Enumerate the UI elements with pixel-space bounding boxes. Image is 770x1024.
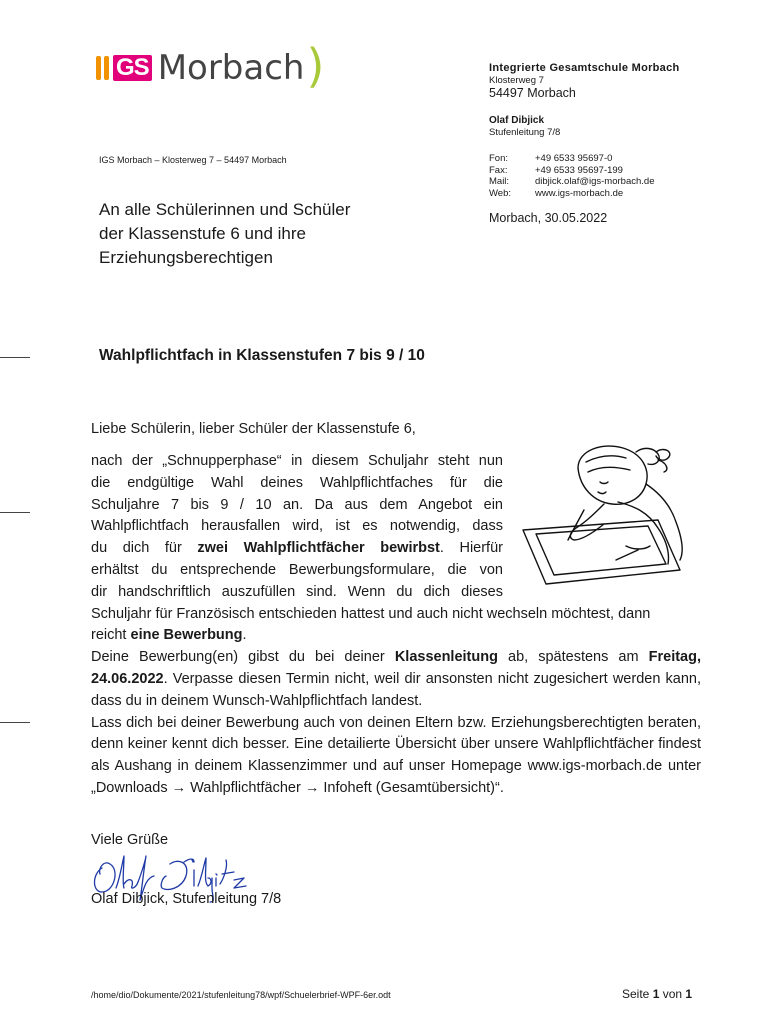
text-span: Deine Bewerbung(en) gibst du bei deiner xyxy=(91,649,395,666)
paragraph-deadline xyxy=(91,647,701,712)
contact-value: www.igs-morbach.de xyxy=(535,187,624,199)
footer-file-path: /home/dio/Dokumente/2021/stufenleitung78/wpf/Schuelerbrief-WPF-6er.odt xyxy=(91,990,391,1000)
logo-bar-orange-2 xyxy=(104,56,109,80)
recipient-line: An alle Schülerinnen und Schüler xyxy=(99,200,351,219)
text-span: du dich für xyxy=(91,540,198,557)
text-span: ab, spätestens am xyxy=(497,649,649,666)
logo-wordmark: Morbach xyxy=(157,48,305,88)
text-line: dir handschriftlich auszufüllen sind. Wenn du dich dieses xyxy=(91,583,503,600)
paragraph-advice: Lass dich bei deiner Bewerbung auch von deinen Eltern bzw. Erziehungsberechtigten beraten, denn keiner kennt dich besser. Eine detailierte Übersicht über unsere Wahlpflichtfächer findest als Aushang in deinem Klassenzimmer und auf unser Homepage www.igs-morbach.de unter „Downloads → Wahlpflichtfächer → Infoheft (Gesamtübersicht)“. xyxy=(91,714,701,796)
logo-box-text: GS xyxy=(116,54,149,81)
salutation: Liebe Schülerin, lieber Schüler der Klassenstufe 6, xyxy=(91,421,416,437)
contact-row-fon xyxy=(489,153,654,165)
letter-subject: Wahlpflichtfach in Klassenstufen 7 bis 9 / 10 xyxy=(99,347,425,364)
logo-bars xyxy=(96,56,109,80)
contact-table xyxy=(489,153,654,199)
emphasis-text: Klassenleitung xyxy=(394,649,498,666)
contact-row-web xyxy=(489,188,654,200)
text-span: Seite xyxy=(622,987,653,1001)
contact-name: Olaf Dibjick xyxy=(489,115,545,126)
school-name: Integrierte Gesamtschule Morbach xyxy=(489,62,680,74)
closing: Viele Grüße xyxy=(91,832,169,848)
emphasis-text: zwei Wahlpflichtfächer bewirbst xyxy=(197,540,440,557)
sender-line: IGS Morbach – Klosterweg 7 – 54497 Morbach xyxy=(99,155,287,165)
text-line: die endgültige Wahl deines Wahlpflichtfaches für die xyxy=(91,474,503,491)
text-span: . Hierfür xyxy=(439,540,503,557)
page-current: 1 xyxy=(652,987,660,1001)
school-logo xyxy=(96,39,325,93)
logo-paren: ) xyxy=(306,39,325,93)
footer-page-number xyxy=(622,987,692,1001)
contact-label: Fon: xyxy=(489,153,509,164)
paragraph-intro xyxy=(91,451,503,604)
contact-value: +49 6533 95697-199 xyxy=(535,164,623,176)
text-span: . xyxy=(242,627,247,644)
contact-row-fax xyxy=(489,165,654,177)
letter-body xyxy=(91,451,701,800)
school-street: Klosterweg 7 xyxy=(489,75,544,86)
contact-row-mail xyxy=(489,176,654,188)
fold-mark-bottom xyxy=(0,722,30,723)
contact-label: Fax: xyxy=(489,164,508,176)
text-line: Wahlpflichtfach herausfallen wird, ist es notwendig, dass xyxy=(91,518,503,535)
text-line: erhältst du entsprechende Bewerbungsformulare, die von xyxy=(91,561,503,578)
fold-mark-top xyxy=(0,357,30,358)
text-span: . Verpasse diesen Termin nicht, weil dir ansonsten nicht zugesichert werden kann, dass du in deinem Wunsch-Wahlpflichtfach landest. xyxy=(91,670,701,709)
text-line xyxy=(91,538,503,560)
contact-label: Mail: xyxy=(489,176,510,187)
logo-box xyxy=(113,55,152,81)
text-line: Schuljahre 7 bis 9 / 10 an. Da aus dem Angebot ein xyxy=(91,496,503,513)
school-city: 54497 Morbach xyxy=(489,86,576,100)
contact-value: dibjick.olaf@igs-morbach.de xyxy=(535,176,655,187)
signoff: Olaf Dibjick, Stufenleitung 7/8 xyxy=(91,891,282,907)
text-line xyxy=(91,625,701,647)
contact-role: Stufenleitung 7/8 xyxy=(489,127,561,138)
logo-bar-orange xyxy=(96,56,101,80)
emphasis-text: Freitag, 24.06.2022 xyxy=(91,649,701,687)
emphasis-text: eine Bewerbung xyxy=(130,627,243,644)
recipient-line: Erziehungsberechtigen xyxy=(99,248,273,267)
fold-mark-middle xyxy=(0,512,30,513)
text-span: von xyxy=(659,987,686,1001)
text-span: reicht xyxy=(91,627,131,644)
recipient-line: der Klassenstufe 6 und ihre xyxy=(99,224,306,243)
text-line: Schuljahr für Französisch entschieden hattest und auch nicht wechseln möchtest, dann xyxy=(91,605,651,622)
text-line: nach der „Schnupperphase“ in diesem Schuljahr steht nun xyxy=(91,453,503,469)
recipient-block xyxy=(99,198,409,270)
contact-label: Web: xyxy=(489,187,512,199)
contact-value: +49 6533 95697-0 xyxy=(535,153,613,164)
page-total: 1 xyxy=(685,987,693,1001)
letter-date: Morbach, 30.05.2022 xyxy=(489,211,608,225)
